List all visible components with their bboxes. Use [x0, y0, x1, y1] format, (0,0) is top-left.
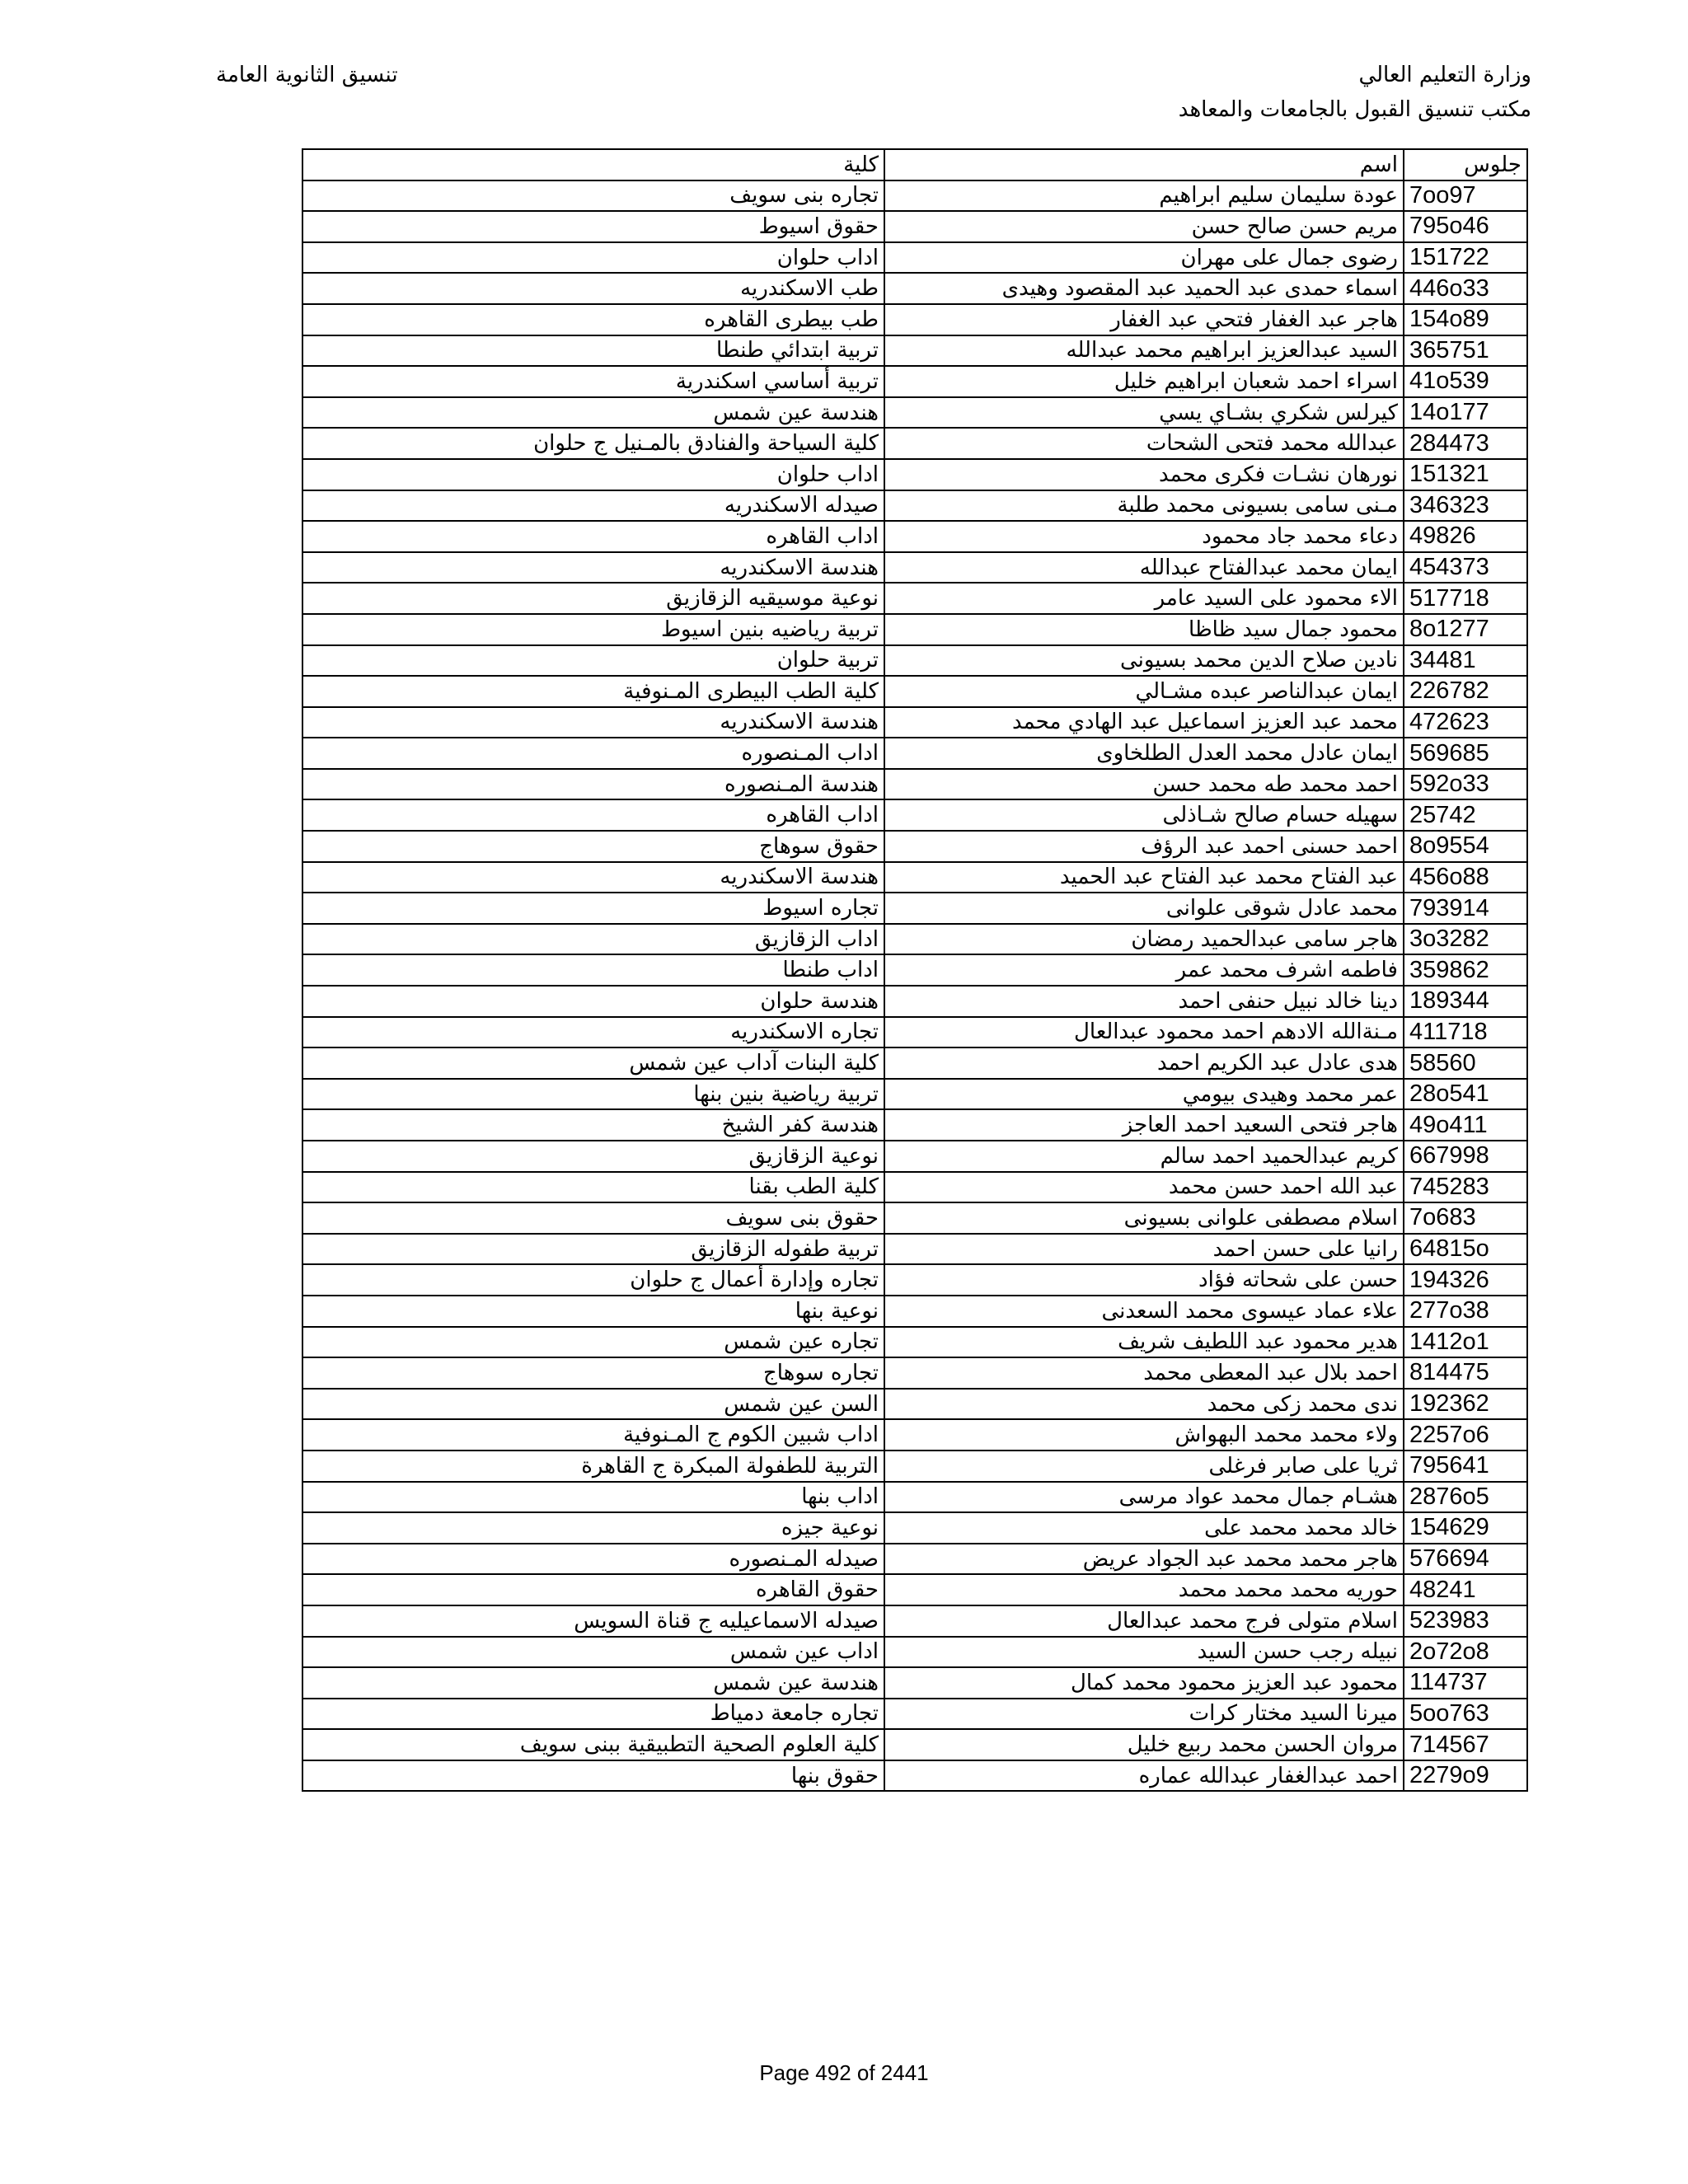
student-name-cell: عبد الله احمد حسن محمد [884, 1172, 1404, 1203]
seat-number-cell: 667998 [1404, 1141, 1527, 1172]
seat-number-cell: 446o33 [1404, 273, 1527, 304]
student-name-cell: اسراء احمد شعبان ابراهيم خليل [884, 366, 1404, 397]
table-row [302, 1172, 1527, 1203]
student-name-cell: مروان الحسن محمد ربيع خليل [884, 1729, 1404, 1760]
seat-number-cell: 48241 [1404, 1574, 1527, 1605]
table-row [302, 366, 1527, 397]
college-cell: كلية الطب بقنا [302, 1172, 884, 1203]
seat-number-cell: 569685 [1404, 738, 1527, 769]
seat-number-cell: 151722 [1404, 242, 1527, 274]
college-cell: اداب عين شمس [302, 1637, 884, 1668]
table-row [302, 1389, 1527, 1420]
table-row [302, 1234, 1527, 1265]
student-name-cell: محمد عبد العزيز اسماعيل عبد الهادي محمد [884, 707, 1404, 738]
student-name-cell: ندى محمد زكى محمد [884, 1389, 1404, 1420]
college-cell: صيدله الاسماعيليه ج قناة السويس [302, 1605, 884, 1637]
student-name-cell: رانيا على حسن احمد [884, 1234, 1404, 1265]
student-name-cell: هدير محمود عبد اللطيف شريف [884, 1327, 1404, 1358]
college-cell: اداب بنها [302, 1482, 884, 1513]
student-name-cell: ايمان محمد عبدالفتاح عبدالله [884, 552, 1404, 583]
student-name-cell: هاجر عبد الغفار فتحي عبد الغفار [884, 304, 1404, 335]
table-row [302, 1760, 1527, 1792]
student-name-cell: اسماء حمدى عبد الحميد عبد المقصود وهيدى [884, 273, 1404, 304]
table-row [302, 459, 1527, 490]
seat-number-cell: 154o89 [1404, 304, 1527, 335]
college-cell: تجاره بنى سويف [302, 180, 884, 212]
table-row [302, 1296, 1527, 1327]
table-row [302, 769, 1527, 800]
page-number: Page 492 of 2441 [759, 2060, 929, 2085]
student-name-cell: هاجر سامى عبدالحميد رمضان [884, 924, 1404, 955]
student-name-cell: احمد عبدالغفار عبدالله عماره [884, 1760, 1404, 1792]
seat-number-cell: 64815o [1404, 1234, 1527, 1265]
student-name-cell: هاجر فتحى السعيد احمد العاجز [884, 1109, 1404, 1141]
student-name-cell: نادين صلاح الدين محمد بسيونى [884, 645, 1404, 677]
college-cell: هندسة حلوان [302, 986, 884, 1017]
college-cell: تجاره جامعة دمياط [302, 1699, 884, 1730]
table-row [302, 1141, 1527, 1172]
college-cell: نوعية بنها [302, 1296, 884, 1327]
college-cell: تربية رياضيه بنين اسيوط [302, 614, 884, 645]
table-row [302, 1512, 1527, 1544]
student-name-cell: ثريا على صابر فرغلى [884, 1451, 1404, 1482]
college-cell: هندسة الاسكندريه [302, 552, 884, 583]
college-cell: حقوق بنها [302, 1760, 884, 1792]
college-cell: حقوق القاهره [302, 1574, 884, 1605]
student-name-cell: مـنةالله الادهم احمد محمود عبدالعال [884, 1017, 1404, 1048]
table-row [302, 614, 1527, 645]
college-cell: كلية العلوم الصحية التطبيقية ببنى سويف [302, 1729, 884, 1760]
table-row [302, 304, 1527, 335]
college-cell: السن عين شمس [302, 1389, 884, 1420]
college-cell: اداب القاهره [302, 521, 884, 552]
seat-number-cell: 284473 [1404, 428, 1527, 459]
table-row [302, 211, 1527, 242]
ministry-title: وزارة التعليم العالي [1358, 63, 1531, 87]
seat-number-cell: 34481 [1404, 645, 1527, 677]
student-name-cell: رضوى جمال على مهران [884, 242, 1404, 274]
student-name-cell: ميرنا السيد مختار كرات [884, 1699, 1404, 1730]
college-cell: تجاره وإدارة أعمال ج حلوان [302, 1264, 884, 1296]
student-name-cell: محمود جمال سيد ظاظا [884, 614, 1404, 645]
college-cell: كلية الطب البيطرى المـنوفية [302, 676, 884, 707]
student-name-cell: فاطمه اشرف محمد عمر [884, 954, 1404, 986]
table-row [302, 799, 1527, 831]
seat-number-cell: 523983 [1404, 1605, 1527, 1637]
seat-number-cell: 576694 [1404, 1544, 1527, 1575]
college-cell: هندسة الاسكندريه [302, 707, 884, 738]
college-cell: كلية السياحة والفنادق بالمـنيل ج حلوان [302, 428, 884, 459]
college-cell: هندسة عين شمس [302, 397, 884, 429]
college-cell: تربية أساسي اسكندرية [302, 366, 884, 397]
student-name-cell: خالد محمد محمد على [884, 1512, 1404, 1544]
table-row [302, 1109, 1527, 1141]
seat-number-cell: 14o177 [1404, 397, 1527, 429]
student-name-cell: حسن على شحاته فؤاد [884, 1264, 1404, 1296]
student-name-cell: ولاء محمد محمد البهواش [884, 1419, 1404, 1451]
seat-number-cell: 28o541 [1404, 1079, 1527, 1110]
table-row [302, 428, 1527, 459]
student-name-cell: هاجر محمد محمد عبد الجواد عريض [884, 1544, 1404, 1575]
student-name-cell: هدى عادل عبد الكريم احمد [884, 1047, 1404, 1079]
seat-number-cell: 277o38 [1404, 1296, 1527, 1327]
college-cell: تربية رياضية بنين بنها [302, 1079, 884, 1110]
student-name-cell: محمود عبد العزيز محمود محمد كمال [884, 1667, 1404, 1699]
student-name-cell: هشـام جمال محمد عواد مرسى [884, 1482, 1404, 1513]
seat-number-cell: 3o3282 [1404, 924, 1527, 955]
table-row [302, 676, 1527, 707]
student-name-cell: مـنى سامى بسيونى محمد طلبة [884, 490, 1404, 522]
college-cell: اداب طنطا [302, 954, 884, 986]
college-cell: صيدله الاسكندريه [302, 490, 884, 522]
student-name-cell: احمد بلال عبد المعطى محمد [884, 1357, 1404, 1389]
seat-number-cell: 745283 [1404, 1172, 1527, 1203]
college-cell: صيدله المـنصوره [302, 1544, 884, 1575]
seat-number-cell: 517718 [1404, 583, 1527, 614]
table-row [302, 1482, 1527, 1513]
seat-number-cell: 7oo97 [1404, 180, 1527, 212]
college-cell: كلية البنات آداب عين شمس [302, 1047, 884, 1079]
seat-number-cell: 151321 [1404, 459, 1527, 490]
college-cell: التربية للطفولة المبكرة ج القاهرة [302, 1451, 884, 1482]
table-row [302, 1047, 1527, 1079]
college-cell: هندسة كفر الشيخ [302, 1109, 884, 1141]
seat-number-cell: 411718 [1404, 1017, 1527, 1048]
coordination-title: تنسيق الثانوية العامة [216, 63, 398, 87]
student-name-cell: كريم عبدالحميد احمد سالم [884, 1141, 1404, 1172]
seat-number-cell: 472623 [1404, 707, 1527, 738]
table-row [302, 1605, 1527, 1637]
student-name-cell: اسلام متولى فرج محمد عبدالعال [884, 1605, 1404, 1637]
college-cell: اداب المـنصوره [302, 738, 884, 769]
college-cell: نوعية الزقازيق [302, 1141, 884, 1172]
student-name-cell: حوريه محمد محمد محمد [884, 1574, 1404, 1605]
table-row [302, 1729, 1527, 1760]
table-row [302, 738, 1527, 769]
table-row [302, 490, 1527, 522]
table-row [302, 1327, 1527, 1358]
column-header-college: كلية [302, 149, 884, 180]
table-row [302, 707, 1527, 738]
seat-number-cell: 5oo763 [1404, 1699, 1527, 1730]
student-name-cell: الاء محمود على السيد عامر [884, 583, 1404, 614]
table-row [302, 1574, 1527, 1605]
table-row [302, 862, 1527, 893]
table-row [302, 1017, 1527, 1048]
seat-number-cell: 592o33 [1404, 769, 1527, 800]
college-cell: تجاره سوهاج [302, 1357, 884, 1389]
college-cell: تربية طفوله الزقازيق [302, 1234, 884, 1265]
table-row [302, 954, 1527, 986]
table-row [302, 1667, 1527, 1699]
table-row [302, 1357, 1527, 1389]
table-row [302, 242, 1527, 274]
college-cell: اداب حلوان [302, 242, 884, 274]
student-name-cell: دينا خالد نبيل حنفى احمد [884, 986, 1404, 1017]
student-name-cell: ايمان عبدالناصر عبده مشـالي [884, 676, 1404, 707]
seat-number-cell: 359862 [1404, 954, 1527, 986]
seat-number-cell: 49826 [1404, 521, 1527, 552]
table-row [302, 335, 1527, 367]
college-cell: تربية حلوان [302, 645, 884, 677]
table-row [302, 521, 1527, 552]
table-row [302, 397, 1527, 429]
seat-number-cell: 346323 [1404, 490, 1527, 522]
table-row [302, 273, 1527, 304]
table-row [302, 831, 1527, 862]
seat-number-cell: 793914 [1404, 893, 1527, 924]
seat-number-cell: 7o683 [1404, 1202, 1527, 1234]
seat-number-cell: 8o1277 [1404, 614, 1527, 645]
college-cell: تربية ابتدائي طنطا [302, 335, 884, 367]
student-name-cell: علاء عماد عيسوى محمد السعدنى [884, 1296, 1404, 1327]
seat-number-cell: 814475 [1404, 1357, 1527, 1389]
table-row [302, 552, 1527, 583]
table-row [302, 924, 1527, 955]
seat-number-cell: 714567 [1404, 1729, 1527, 1760]
table-row [302, 1079, 1527, 1110]
table-row [302, 1202, 1527, 1234]
seat-number-cell: 226782 [1404, 676, 1527, 707]
seat-number-cell: 2o72o8 [1404, 1637, 1527, 1668]
column-header-seat: جلوس [1404, 149, 1527, 180]
table-row [302, 1419, 1527, 1451]
column-header-name: اسم [884, 149, 1404, 180]
student-name-cell: احمد محمد طه محمد حسن [884, 769, 1404, 800]
table-row [302, 1544, 1527, 1575]
seat-number-cell: 192362 [1404, 1389, 1527, 1420]
seat-number-cell: 2279o9 [1404, 1760, 1527, 1792]
table-header-row [302, 149, 1527, 180]
seat-number-cell: 189344 [1404, 986, 1527, 1017]
college-cell: هندسة الاسكندريه [302, 862, 884, 893]
student-name-cell: عودة سليمان سليم ابراهيم [884, 180, 1404, 212]
student-name-cell: احمد حسنى احمد عبد الرؤف [884, 831, 1404, 862]
college-cell: طب الاسكندريه [302, 273, 884, 304]
seat-number-cell: 456o88 [1404, 862, 1527, 893]
seat-number-cell: 154629 [1404, 1512, 1527, 1544]
table-row [302, 986, 1527, 1017]
table-row [302, 1637, 1527, 1668]
college-cell: هندسة المـنصوره [302, 769, 884, 800]
student-name-cell: ايمان عادل محمد العدل الطلخاوى [884, 738, 1404, 769]
student-name-cell: دعاء محمد جاد محمود [884, 521, 1404, 552]
student-name-cell: سهيله حسام صالح شـاذلى [884, 799, 1404, 831]
student-name-cell: السيد عبدالعزيز ابراهيم محمد عبدالله [884, 335, 1404, 367]
seat-number-cell: 795o46 [1404, 211, 1527, 242]
seat-number-cell: 114737 [1404, 1667, 1527, 1699]
student-name-cell: اسلام مصطفى علوانى بسيونى [884, 1202, 1404, 1234]
student-name-cell: نورهان نشـات فكرى محمد [884, 459, 1404, 490]
seat-number-cell: 41o539 [1404, 366, 1527, 397]
seat-number-cell: 365751 [1404, 335, 1527, 367]
student-name-cell: مريم حسن صالح حسن [884, 211, 1404, 242]
student-name-cell: محمد عادل شوقى علوانى [884, 893, 1404, 924]
college-cell: اداب حلوان [302, 459, 884, 490]
table-row [302, 645, 1527, 677]
college-cell: حقوق بنى سويف [302, 1202, 884, 1234]
college-cell: حقوق اسيوط [302, 211, 884, 242]
seat-number-cell: 49o411 [1404, 1109, 1527, 1141]
college-cell: نوعية جيزه [302, 1512, 884, 1544]
table-row [302, 583, 1527, 614]
college-cell: اداب الزقازيق [302, 924, 884, 955]
seat-number-cell: 1412o1 [1404, 1327, 1527, 1358]
student-name-cell: نبيله رجب حسن السيد [884, 1637, 1404, 1668]
college-cell: تجاره الاسكندريه [302, 1017, 884, 1048]
seat-number-cell: 2876o5 [1404, 1482, 1527, 1513]
table-row [302, 1451, 1527, 1482]
seat-number-cell: 2257o6 [1404, 1419, 1527, 1451]
table-row [302, 1699, 1527, 1730]
college-cell: طب بيطرى القاهره [302, 304, 884, 335]
seat-number-cell: 58560 [1404, 1047, 1527, 1079]
table-row [302, 893, 1527, 924]
college-cell: تجاره اسيوط [302, 893, 884, 924]
college-cell: اداب شبين الكوم ج المـنوفية [302, 1419, 884, 1451]
college-cell: تجاره عين شمس [302, 1327, 884, 1358]
table-row [302, 180, 1527, 212]
seat-number-cell: 795641 [1404, 1451, 1527, 1482]
student-name-cell: كيرلس شكري بشـاي يسي [884, 397, 1404, 429]
seat-number-cell: 25742 [1404, 799, 1527, 831]
student-name-cell: عبدالله محمد فتحى الشحات [884, 428, 1404, 459]
college-cell: حقوق سوهاج [302, 831, 884, 862]
table-row [302, 1264, 1527, 1296]
admissions-table [302, 148, 1528, 1792]
student-name-cell: عبد الفتاح محمد عبد الفتاح عبد الحميد [884, 862, 1404, 893]
seat-number-cell: 8o9554 [1404, 831, 1527, 862]
student-name-cell: عمر محمد وهيدى بيومي [884, 1079, 1404, 1110]
college-cell: هندسة عين شمس [302, 1667, 884, 1699]
seat-number-cell: 194326 [1404, 1264, 1527, 1296]
college-cell: نوعية موسيقيه الزقازيق [302, 583, 884, 614]
college-cell: اداب القاهره [302, 799, 884, 831]
office-title: مكتب تنسيق القبول بالجامعات والمعاهد [1178, 97, 1531, 122]
seat-number-cell: 454373 [1404, 552, 1527, 583]
